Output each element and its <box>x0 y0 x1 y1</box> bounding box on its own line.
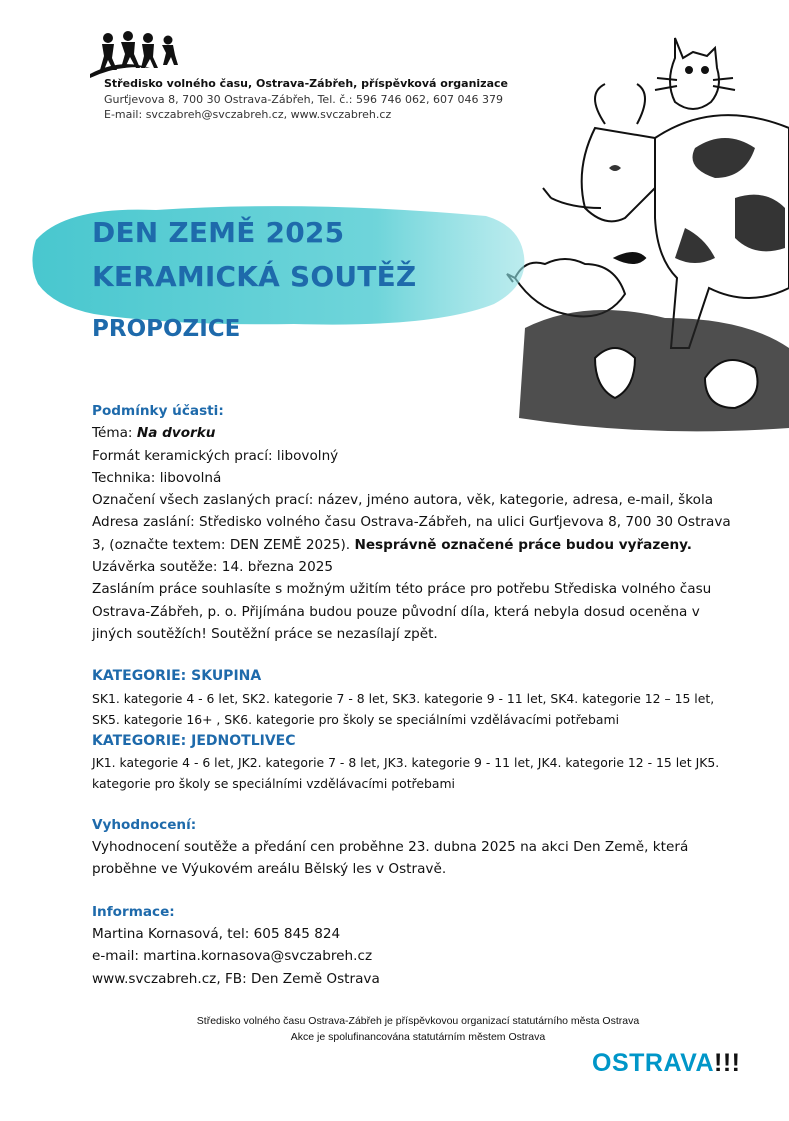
group-category-text: SK1. kategorie 4 - 6 let, SK2. kategorie 7 - 8 let, SK3. kategorie 9 - 11 let, SK4. kategorie 12 – 15 let, SK5. kategorie 16+ , SK6. kategorie pro školy se speciálními vzdělávacími potřebami <box>92 690 715 727</box>
organization-address: Gurťjevova 8, 700 30 Ostrava-Zábřeh, Tel. č.: 596 746 062, 607 046 379 <box>104 93 503 106</box>
title-propozice: PROPOZICE <box>92 316 241 342</box>
document-body <box>92 400 742 990</box>
theme-label: Téma: <box>92 425 137 442</box>
ostrava-logo <box>592 1049 741 1078</box>
organization-name: Středisko volného času, Ostrava-Zábřeh, příspěvková organizace <box>104 77 508 90</box>
evaluation-heading: Vyhodnocení: <box>92 816 197 833</box>
group-category-heading: KATEGORIE: SKUPINA <box>92 668 262 685</box>
evaluation-text: Vyhodnocení soutěže a předání cen proběhne 23. dubna 2025 na akci Den Země, která proběhne ve Výukovém areálu Bělský les v Ostravě. <box>92 839 689 878</box>
address-text: Adresa zaslání: Středisko volného času Ostrava-Zábřeh, na ulici Gurťjevova 8, 700 30 Ostrava 3, (označte textem: DEN ZEMĚ 2025). <box>92 514 731 553</box>
individual-category-text: JK1. kategorie 4 - 6 let, JK2. kategorie 7 - 8 let, JK3. kategorie 9 - 11 let, JK4. kategorie 12 - 15 let JK5. kategorie pro školy se speciálními vzdělávacími potřebami <box>92 754 720 791</box>
title-contest: KERAMICKÁ SOUTĚŽ <box>92 260 417 293</box>
address-warning: Nesprávně označené práce budou vyřazeny. <box>354 536 692 553</box>
footer-line-1: Středisko volného času Ostrava-Zábřeh je příspěvkovou organizací statutárního města Ostrava <box>196 1015 640 1027</box>
address-line <box>92 511 742 556</box>
technique-line: Technika: libovolná <box>92 469 222 486</box>
theme-value: Na dvorku <box>136 425 216 442</box>
format-line: Formát keramických prací: libovolný <box>92 447 339 464</box>
farm-animals-illustration <box>505 28 789 433</box>
ostrava-brand: OSTRAVA <box>592 1049 715 1077</box>
ostrava-brand-suffix: !!! <box>714 1049 741 1077</box>
theme-line <box>92 422 742 444</box>
conditions-heading: Podmínky účasti: <box>92 403 224 419</box>
labeling-line: Označení všech zaslaných prací: název, jméno autora, věk, kategorie, adresa, e-mail, škola <box>92 492 714 509</box>
info-web: www.svczabreh.cz, FB: Den Země Ostrava <box>92 970 380 987</box>
footer-line-2: Akce je spolufinancována statutárním městem Ostrava <box>290 1031 546 1043</box>
organization-contact: E-mail: svczabreh@svczabreh.cz, www.svczabreh.cz <box>104 108 392 121</box>
info-heading: Informace: <box>92 903 175 920</box>
individual-category-heading: KATEGORIE: JEDNOTLIVEC <box>92 732 296 749</box>
info-contact: Martina Kornasová, tel: 605 845 824 <box>92 926 341 943</box>
consent-text: Zasláním práce souhlasíte s možným užitím této práce pro potřebu Střediska volného času Ostrava-Zábřeh, p. o. Přijímána budou pouze původní díla, která nebyla dosud oceněna v jiných soutěžích! Soutěžní práce se nezasílají zpět. <box>92 581 712 642</box>
deadline-line: Uzávěrka soutěže: 14. března 2025 <box>92 559 334 576</box>
running-children-logo <box>88 30 184 78</box>
info-email: e-mail: martina.kornasova@svczabreh.cz <box>92 948 373 965</box>
title-event: DEN ZEMĚ 2025 <box>92 216 345 249</box>
